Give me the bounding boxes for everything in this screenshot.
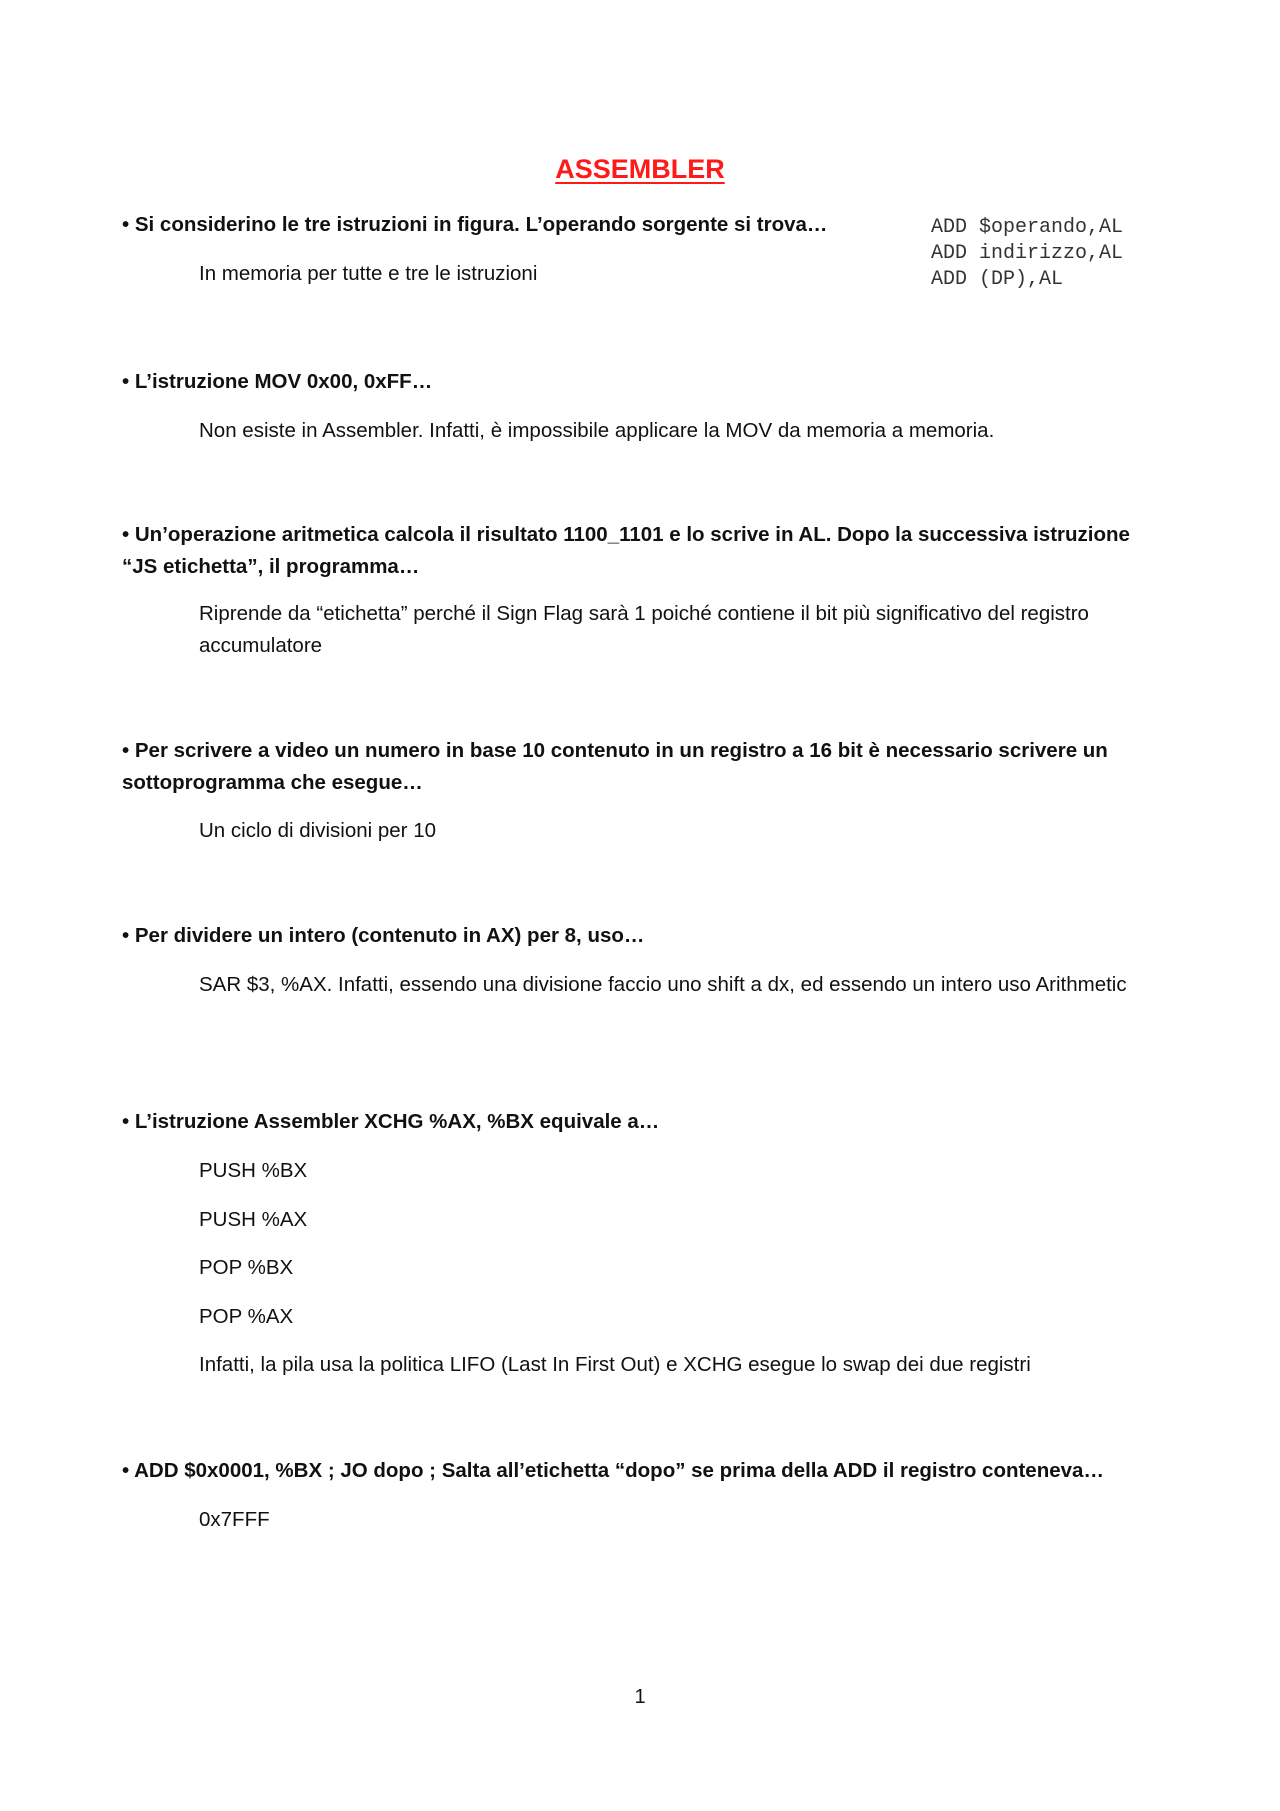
answer-1: In memoria per tutte e tre le istruzioni [199, 262, 538, 285]
question-7: • ADD $0x0001, %BX ; JO dopo ; Salta all’etichetta “dopo” se prima della ADD il registro conteneva… [122, 1459, 1104, 1482]
answer-6-line-3: POP %BX [199, 1256, 294, 1279]
question-3: • Un’operazione aritmetica calcola il risultato 1100_1101 e lo scrive in AL. Dopo la successiva istruzione “JS etichetta”, il programma… [122, 523, 1130, 578]
answer-4: Un ciclo di divisioni per 10 [199, 819, 437, 842]
answer-6-line-4: POP %AX [199, 1305, 294, 1328]
code-line-2: ADD indirizzo,AL [931, 242, 1124, 265]
answer-6-line-5: Infatti, la pila usa la politica LIFO (Last In First Out) e XCHG esegue lo swap dei due registri [199, 1353, 1031, 1376]
question-2: • L’istruzione MOV 0x00, 0xFF… [122, 370, 433, 393]
answer-6-line-2: PUSH %AX [199, 1208, 308, 1231]
question-6: • L’istruzione Assembler XCHG %AX, %BX equivale a… [122, 1110, 660, 1133]
page-title: ASSEMBLER [555, 154, 725, 184]
answer-7: 0x7FFF [199, 1508, 270, 1531]
question-5: • Per dividere un intero (contenuto in AX) per 8, uso… [122, 924, 645, 947]
code-line-3: ADD (DP),AL [931, 268, 1064, 291]
figure-code-block [931, 215, 1123, 293]
answer-6-line-1: PUSH %BX [199, 1159, 308, 1182]
answer-2: Non esiste in Assembler. Infatti, è impossibile applicare la MOV da memoria a memoria. [199, 419, 995, 442]
answer-5: SAR $3, %AX. Infatti, essendo una divisione faccio uno shift a dx, ed essendo un intero uso Arithmetic [199, 973, 1127, 996]
code-line-1: ADD $operando,AL [931, 216, 1124, 239]
page-number: 1 [634, 1686, 646, 1708]
answer-3: Riprende da “etichetta” perché il Sign Flag sarà 1 poiché contiene il bit più significativo del registro accumulatore [199, 602, 1089, 657]
question-4: • Per scrivere a video un numero in base 10 contenuto in un registro a 16 bit è necessario scrivere un sottoprogramma che esegue… [122, 739, 1108, 794]
question-1: • Si considerino le tre istruzioni in figura. L’operando sorgente si trova… [122, 213, 828, 236]
